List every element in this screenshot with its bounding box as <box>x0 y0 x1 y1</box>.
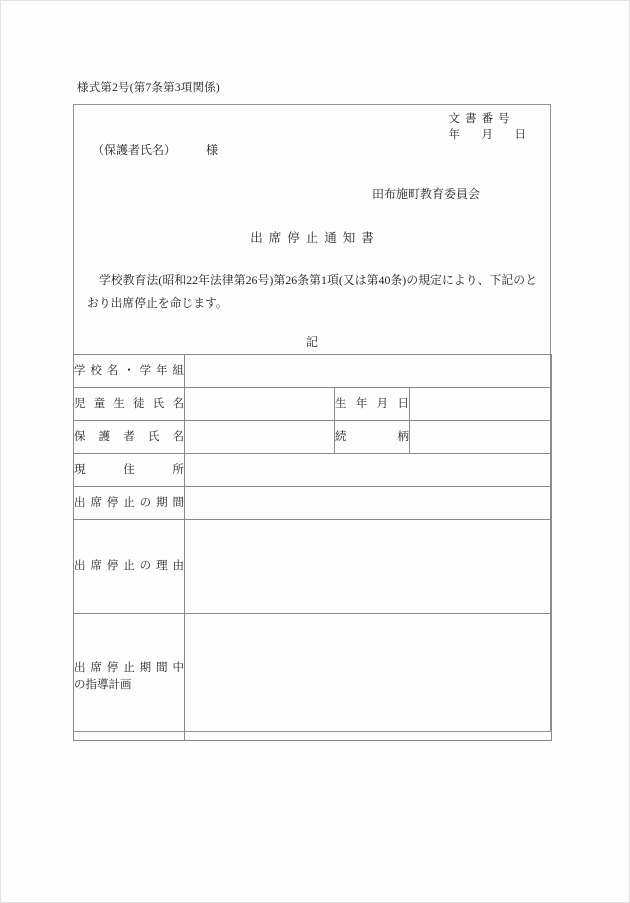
date-label: 年 月 日 <box>448 129 531 141</box>
document-meta <box>449 111 537 143</box>
row-label-text: 出席停止の理由 <box>74 560 184 572</box>
form-number-label: 様式第2号(第7条第3項関係) <box>77 82 220 94</box>
row-label-text: 保護者氏名 <box>74 430 184 443</box>
table-row <box>74 487 552 520</box>
row-label-school <box>74 355 185 388</box>
row-label-birthdate <box>335 388 410 421</box>
row-label-period <box>74 487 185 520</box>
table-row <box>74 355 552 388</box>
row-value-period[interactable] <box>185 487 552 520</box>
ki-marker: 記 <box>305 335 318 349</box>
row-label-text: 出席停止の期間 <box>74 496 184 509</box>
row-value-reason[interactable] <box>185 520 552 614</box>
page-title: 出席停止通知書 <box>250 231 380 245</box>
row-label-text-line2: の指導計画 <box>74 679 132 691</box>
row-value-guardian-name[interactable] <box>185 421 335 454</box>
row-label-guidance-plan <box>74 614 185 741</box>
table-row <box>74 454 552 487</box>
row-label-text-line1: 出席停止期間中 <box>74 662 184 674</box>
row-label-address <box>74 454 185 487</box>
document-number-label: 文書番号 <box>448 113 515 125</box>
addressee-honorific: 様 <box>206 143 219 157</box>
row-sublabel-text: 生年月日 <box>335 397 409 410</box>
body-paragraph <box>87 269 537 315</box>
body-line-2: り出席停止を命じます。 <box>98 296 228 310</box>
table-row <box>74 421 552 454</box>
table-row <box>74 614 552 741</box>
table-row <box>74 388 552 421</box>
row-value-relationship[interactable] <box>410 421 552 454</box>
row-label-relationship <box>335 421 410 454</box>
row-label-text: 現住所 <box>74 463 184 476</box>
row-value-school[interactable] <box>185 355 552 388</box>
body-line-1: 学校教育法(昭和22年法律第26号)第26条第1項(又は第40条)の規定により、下記のとお <box>87 273 537 310</box>
addressee-name: （保護者氏名） <box>92 143 177 157</box>
row-value-address[interactable] <box>185 454 552 487</box>
table-row <box>74 520 552 614</box>
issuer-name: 田布施町教育委員会 <box>371 187 480 201</box>
notice-frame <box>73 104 551 732</box>
row-label-text: 学校名・学年組 <box>74 364 184 377</box>
entry-table <box>73 354 552 741</box>
row-label-reason <box>74 520 185 614</box>
row-value-birthdate[interactable] <box>410 388 552 421</box>
row-label-guardian-name <box>74 421 185 454</box>
row-label-text: 児童生徒氏名 <box>74 397 184 410</box>
row-value-guidance-plan[interactable] <box>185 614 552 741</box>
addressee-line <box>92 141 218 158</box>
row-value-student-name[interactable] <box>185 388 335 421</box>
row-label-student-name <box>74 388 185 421</box>
row-sublabel-text: 続柄 <box>335 430 409 443</box>
